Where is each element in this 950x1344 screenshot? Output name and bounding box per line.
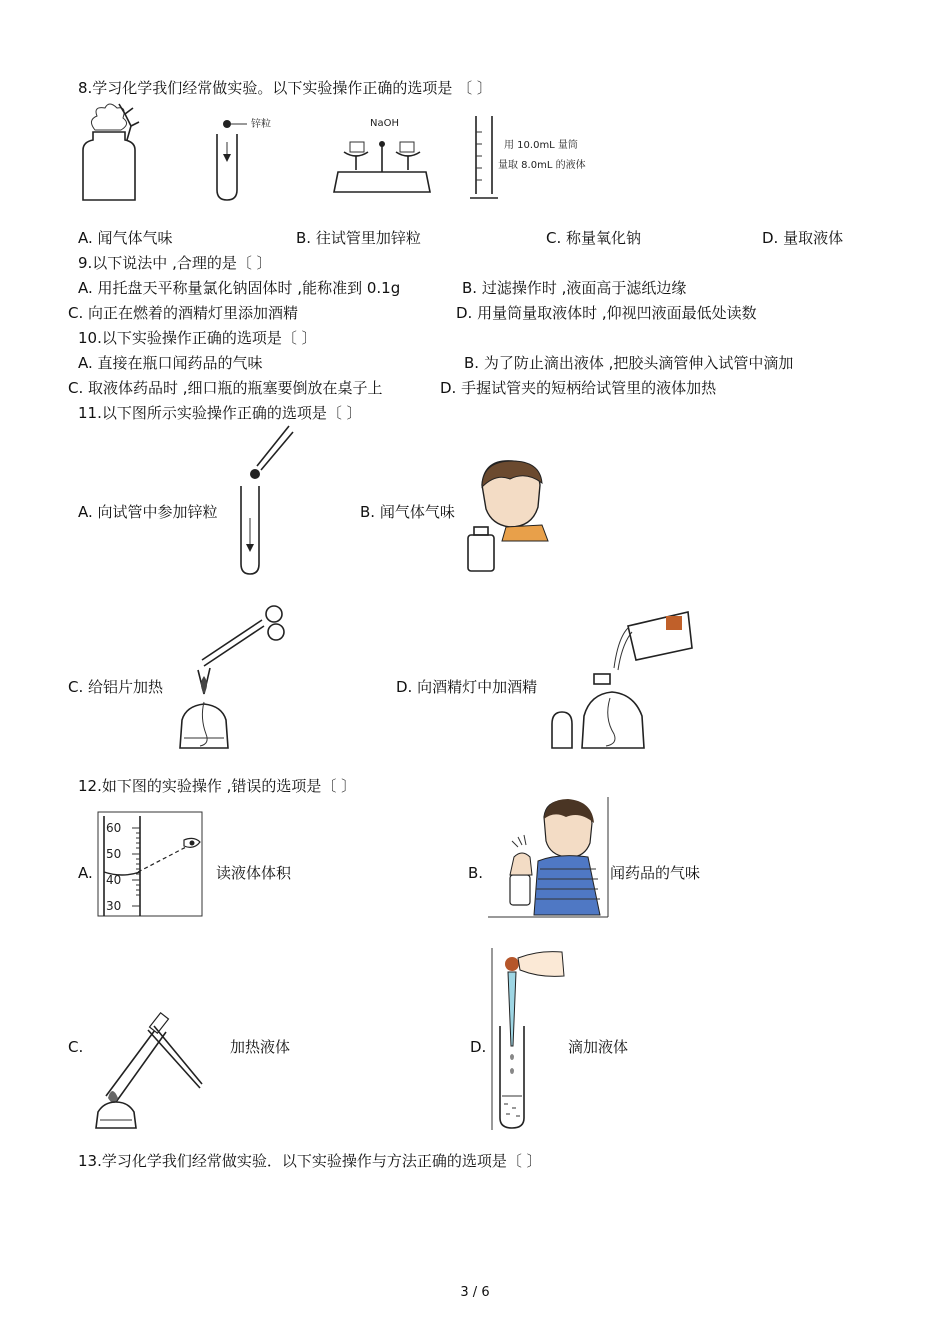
- q8-option-b: B. 往试管里加锌粒: [296, 229, 421, 247]
- q8-option-d: D. 量取液体: [762, 229, 844, 247]
- q11-figure-b-boy-smelling: [462, 455, 562, 575]
- q10-option-b: B. 为了防止滴出液体 ,把胶头滴管伸入试管中滴加: [464, 354, 794, 372]
- q12-figure-a-cylinder-reading: [98, 812, 204, 918]
- q11-option-d: D. 向酒精灯中加酒精: [396, 678, 538, 696]
- q9-option-c: C. 向正在燃着的酒精灯里添加酒精: [68, 304, 299, 322]
- q12-letter-d: D.: [470, 1038, 487, 1056]
- q8-stem: 8.学习化学我们经常做实验。以下实验操作正确的选项是 〔 〕: [78, 79, 492, 97]
- q9-option-d: D. 用量筒量取液体时 ,仰视凹液面最低处读数: [456, 304, 757, 322]
- q10-option-d: D. 手握试管夹的短柄给试管里的液体加热: [440, 379, 717, 397]
- q8-figure-d-graduated-cylinder: [468, 112, 618, 202]
- q12-letter-a: A.: [78, 864, 93, 882]
- q10-stem: 10.以下实验操作正确的选项是〔 〕: [78, 329, 317, 347]
- q12-tick-60: 60: [106, 821, 122, 835]
- q12-figure-d-dropper-test-tube: [490, 946, 570, 1132]
- q10-option-a: A. 直接在瓶口闻药品的气味: [78, 354, 263, 372]
- q8-option-c: C. 称量氧化钠: [546, 229, 642, 247]
- q8-zinc-label: 锌粒: [251, 119, 271, 130]
- q11-figure-c-tongs-burner: [170, 598, 300, 758]
- q12-caption-b: 闻药品的气味: [610, 864, 701, 882]
- q9-option-a: A. 用托盘天平称量氯化钠固体时 ,能称准到 0.1g: [78, 279, 401, 297]
- q9-option-b: B. 过滤操作时 ,液面高于滤纸边缘: [462, 279, 687, 297]
- q8-naoh-label: NaOH: [370, 118, 399, 129]
- q12-tick-50: 50: [106, 847, 122, 861]
- q8-figure-c-balance-naoh: [330, 112, 440, 197]
- q11-figure-d-adding-alcohol: [548, 608, 698, 753]
- q12-letter-c: C.: [68, 1038, 84, 1056]
- page-number: 3 / 6: [460, 1285, 490, 1300]
- q8-figure-a-smelling-bottle: [75, 100, 145, 205]
- q11-option-a: A. 向试管中参加锌粒: [78, 503, 218, 521]
- q13-stem: 13.学习化学我们经常做实验．以下实验操作与方法正确的选项是〔 〕: [78, 1152, 542, 1170]
- q12-tick-40: 40: [106, 873, 122, 887]
- q8-option-a: A. 闻气体气味: [78, 229, 173, 247]
- q12-letter-b: B.: [468, 864, 484, 882]
- q8-figure-b-test-tube-zinc: [205, 112, 295, 202]
- q8-cylinder-label-1: 用 10.0mL 量筒: [504, 140, 578, 151]
- q11-stem: 11.以下图所示实验操作正确的选项是〔 〕: [78, 404, 362, 422]
- q8-cylinder-label-2: 量取 8.0mL 的液体: [498, 160, 586, 171]
- q11-figure-a-tweezers-test-tube: [235, 422, 295, 577]
- q11-option-b: B. 闻气体气味: [360, 503, 455, 521]
- q12-figure-b-boy-sniffing-bottle: [488, 797, 610, 919]
- q9-stem: 9.以下说法中 ,合理的是〔 〕: [78, 254, 272, 272]
- q10-option-c: C. 取液体药品时 ,细口瓶的瓶塞要倒放在桌子上: [68, 379, 383, 397]
- q12-figure-c-heating-liquid: [90, 1008, 210, 1130]
- q12-caption-c: 加热液体: [230, 1038, 291, 1056]
- q12-caption-a: 读液体体积: [216, 864, 292, 882]
- q11-option-c: C. 给铝片加热: [68, 678, 164, 696]
- q12-caption-d: 滴加液体: [568, 1038, 629, 1056]
- q12-tick-30: 30: [106, 899, 122, 913]
- q12-stem: 12.如下图的实验操作 ,错误的选项是〔 〕: [78, 777, 357, 795]
